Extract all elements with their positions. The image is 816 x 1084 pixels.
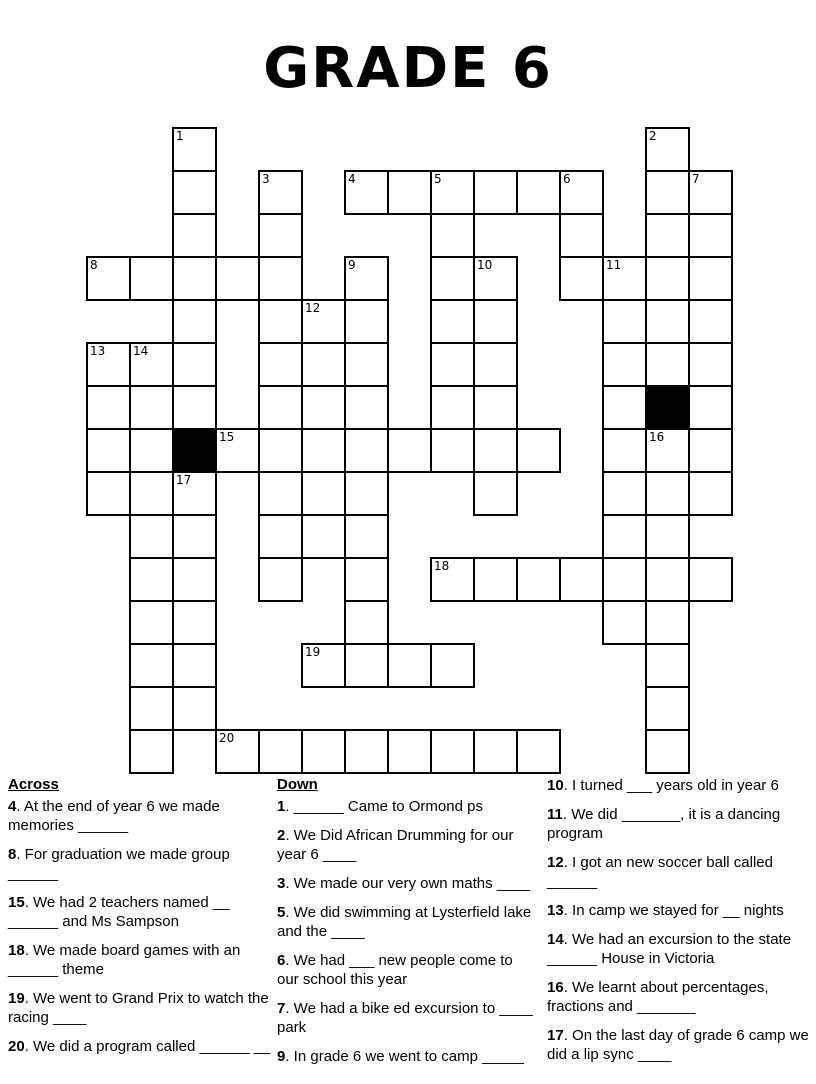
clue-text: . In camp we stayed for __ nights: [563, 902, 784, 919]
clue-3: [277, 874, 537, 893]
clue-text: . We had a bike ed excursion to ____ park: [277, 1000, 533, 1036]
cell-number-19: 19: [305, 645, 321, 659]
grid-cell[interactable]: [430, 342, 475, 387]
grid-cell[interactable]: [129, 686, 174, 731]
clue-13: [547, 901, 813, 920]
grid-cell[interactable]: [688, 471, 733, 516]
grid-cell[interactable]: [473, 428, 518, 473]
cell-number-1: 1: [176, 129, 184, 143]
grid-cell[interactable]: [344, 557, 389, 602]
grid-cell[interactable]: [645, 643, 690, 688]
grid-cell-black: [172, 428, 217, 473]
clue-text: . We did a program called ______ __: [24, 1038, 271, 1055]
clue-number: 1: [277, 798, 286, 815]
grid-cell[interactable]: [430, 213, 475, 258]
grid-cell[interactable]: [172, 557, 217, 602]
grid-cell[interactable]: [430, 299, 475, 344]
grid-cell[interactable]: [258, 385, 303, 430]
grid-cell[interactable]: [645, 729, 690, 774]
clue-text: . On the last day of grade 6 camp we did a lip sync ____: [547, 1027, 809, 1063]
grid-cell[interactable]: [516, 170, 561, 215]
clue-number: 18: [8, 942, 25, 959]
clue-number: 10: [547, 777, 564, 794]
grid-cell[interactable]: [258, 342, 303, 387]
grid-cell[interactable]: [473, 170, 518, 215]
grid-cell-black: [645, 385, 690, 430]
clue-number: 15: [8, 894, 25, 911]
cell-number-15: 15: [219, 430, 235, 444]
grid-cell[interactable]: [473, 557, 518, 602]
grid-cell[interactable]: [86, 428, 131, 473]
clue-number: 14: [547, 931, 564, 948]
grid-cell[interactable]: [473, 385, 518, 430]
clue-2: [277, 826, 537, 864]
cell-number-17: 17: [176, 473, 192, 487]
clue-number: 6: [277, 952, 286, 969]
across-clues-list: [8, 797, 272, 1056]
grid-cell[interactable]: [602, 385, 647, 430]
cell-number-16: 16: [649, 430, 665, 444]
grid-cell[interactable]: [172, 299, 217, 344]
grid-cell[interactable]: [645, 557, 690, 602]
grid-cell[interactable]: [387, 170, 432, 215]
clue-text: . We did _______, it is a dancing program: [547, 806, 781, 842]
grid-cell[interactable]: [86, 385, 131, 430]
clue-8: [8, 845, 272, 883]
clue-12: [547, 853, 813, 891]
grid-cell[interactable]: [172, 385, 217, 430]
grid-cell[interactable]: [645, 170, 690, 215]
grid-cell[interactable]: [258, 256, 303, 301]
cell-number-14: 14: [133, 344, 149, 358]
grid-cell[interactable]: [387, 729, 432, 774]
grid-cell[interactable]: [301, 428, 346, 473]
down-clues-list-1: [277, 797, 537, 1066]
cell-number-9: 9: [348, 258, 356, 272]
clue-18: [8, 941, 272, 979]
grid-cell[interactable]: [258, 471, 303, 516]
grid-cell[interactable]: [645, 471, 690, 516]
clue-text: . I turned ___ years old in year 6: [563, 777, 779, 794]
grid-cell[interactable]: [688, 299, 733, 344]
clue-text: . We had an excursion to the state ______ House in Victoria: [547, 931, 792, 967]
clue-14: [547, 930, 813, 968]
clue-text: . We Did African Drumming for our year 6 ____: [277, 827, 514, 863]
grid-cell[interactable]: [344, 428, 389, 473]
grid-cell[interactable]: [602, 471, 647, 516]
cell-number-11: 11: [606, 258, 622, 272]
grid-cell[interactable]: [129, 600, 174, 645]
grid-cell[interactable]: [688, 557, 733, 602]
clue-10: [547, 776, 813, 795]
clue-11: [547, 805, 813, 843]
grid-cell[interactable]: [430, 643, 475, 688]
clue-4: [8, 797, 272, 835]
grid-cell[interactable]: [473, 342, 518, 387]
grid-cell[interactable]: [559, 213, 604, 258]
clue-19: [8, 989, 272, 1027]
grid-cell[interactable]: [645, 299, 690, 344]
grid-cell[interactable]: [258, 299, 303, 344]
grid-cell[interactable]: [645, 256, 690, 301]
clue-text: . I got an new soccer ball called ______: [547, 854, 773, 890]
cell-number-6: 6: [563, 172, 571, 186]
clue-text: . We did swimming at Lysterfield lake and the ____: [277, 904, 532, 940]
cell-number-12: 12: [305, 301, 321, 315]
clue-text: . We had 2 teachers named __ ______ and Ms Sampson: [8, 894, 230, 930]
grid-cell[interactable]: [258, 514, 303, 559]
grid-cell[interactable]: [344, 471, 389, 516]
grid-cell[interactable]: [344, 385, 389, 430]
clue-7: [277, 999, 537, 1037]
grid-cell[interactable]: [559, 256, 604, 301]
clue-17: [547, 1026, 813, 1064]
grid-cell[interactable]: [602, 600, 647, 645]
clue-text: . For graduation we made group ______: [8, 846, 230, 882]
grid-cell[interactable]: [129, 428, 174, 473]
clue-16: [547, 978, 813, 1016]
clue-text: . We went to Grand Prix to watch the racing ____: [8, 990, 269, 1026]
clue-text: . We had ___ new people come to our school this year: [277, 952, 513, 988]
grid-cell[interactable]: [473, 471, 518, 516]
clue-number: 13: [547, 902, 564, 919]
clue-text: . We made our very own maths ____: [285, 875, 531, 892]
clue-number: 19: [8, 990, 25, 1007]
grid-cell[interactable]: [172, 213, 217, 258]
grid-cell[interactable]: [645, 686, 690, 731]
cell-number-2: 2: [649, 129, 657, 143]
grid-cell[interactable]: [516, 729, 561, 774]
grid-cell[interactable]: [688, 385, 733, 430]
grid-cell[interactable]: [129, 557, 174, 602]
cell-number-4: 4: [348, 172, 356, 186]
grid-cell[interactable]: [258, 213, 303, 258]
grid-cell[interactable]: [559, 557, 604, 602]
grid-cell[interactable]: [645, 514, 690, 559]
grid-cell[interactable]: [301, 471, 346, 516]
grid-cell[interactable]: [301, 342, 346, 387]
clue-number: 11: [547, 806, 563, 823]
cell-number-3: 3: [262, 172, 270, 186]
grid-cell[interactable]: [344, 342, 389, 387]
grid-cell[interactable]: [86, 471, 131, 516]
grid-cell[interactable]: [602, 557, 647, 602]
clue-number: 7: [277, 1000, 286, 1017]
grid-cell[interactable]: [430, 256, 475, 301]
clue-text: . We learnt about percentages, fractions and _______: [547, 979, 769, 1015]
grid-cell[interactable]: [258, 557, 303, 602]
clue-number: 20: [8, 1038, 25, 1055]
grid-cell[interactable]: [344, 600, 389, 645]
cell-number-20: 20: [219, 731, 235, 745]
grid-cell[interactable]: [473, 299, 518, 344]
grid-cell[interactable]: [258, 729, 303, 774]
clue-number: 2: [277, 827, 286, 844]
grid-cell[interactable]: [301, 385, 346, 430]
cell-number-5: 5: [434, 172, 442, 186]
grid-cell[interactable]: [516, 557, 561, 602]
grid-cell[interactable]: [258, 428, 303, 473]
grid-cell[interactable]: [387, 643, 432, 688]
page-title: GRADE 6: [263, 36, 553, 101]
clue-number: 12: [547, 854, 564, 871]
grid-cell[interactable]: [301, 729, 346, 774]
grid-cell[interactable]: [602, 299, 647, 344]
grid-cell[interactable]: [172, 514, 217, 559]
down-clues-column-1: [277, 776, 537, 1076]
clue-number: 17: [547, 1027, 564, 1044]
across-clues-column: [8, 776, 272, 1066]
down-header: Down: [277, 776, 318, 793]
cell-number-10: 10: [477, 258, 493, 272]
grid-cell[interactable]: [172, 686, 217, 731]
clue-number: 16: [547, 979, 564, 996]
grid-cell[interactable]: [387, 428, 432, 473]
cell-number-7: 7: [692, 172, 700, 186]
grid-cell[interactable]: [688, 428, 733, 473]
clue-text: . We made board games with an ______ theme: [8, 942, 241, 978]
grid-cell[interactable]: [172, 256, 217, 301]
grid-cell[interactable]: [344, 299, 389, 344]
grid-cell[interactable]: [129, 643, 174, 688]
grid-cell[interactable]: [516, 428, 561, 473]
cell-number-8: 8: [90, 258, 98, 272]
grid-cell[interactable]: [473, 729, 518, 774]
clue-number: 9: [277, 1048, 286, 1065]
grid-cell[interactable]: [645, 600, 690, 645]
grid-cell[interactable]: [129, 514, 174, 559]
clue-number: 5: [277, 904, 286, 921]
clue-text: . In grade 6 we went to camp _____: [285, 1048, 524, 1065]
grid-cell[interactable]: [645, 342, 690, 387]
clue-9: [277, 1047, 537, 1066]
clue-number: 8: [8, 846, 17, 863]
grid-cell[interactable]: [129, 729, 174, 774]
grid-cell[interactable]: [645, 213, 690, 258]
grid-cell[interactable]: [602, 514, 647, 559]
clue-text: . At the end of year 6 we made memories ______: [8, 798, 220, 834]
clue-1: [277, 797, 537, 816]
grid-cell[interactable]: [430, 729, 475, 774]
clue-15: [8, 893, 272, 931]
clue-number: 4: [8, 798, 17, 815]
grid-cell[interactable]: [602, 342, 647, 387]
across-header: Across: [8, 776, 59, 793]
clue-6: [277, 951, 537, 989]
grid-cell[interactable]: [430, 385, 475, 430]
grid-cell[interactable]: [129, 256, 174, 301]
grid-cell[interactable]: [215, 256, 260, 301]
cell-number-18: 18: [434, 559, 450, 573]
grid-cell[interactable]: [129, 385, 174, 430]
grid-cell[interactable]: [172, 600, 217, 645]
grid-cell[interactable]: [430, 428, 475, 473]
grid-cell[interactable]: [602, 428, 647, 473]
grid-cell[interactable]: [172, 643, 217, 688]
grid-cell[interactable]: [344, 729, 389, 774]
down-clues-column-2: [547, 776, 813, 1074]
grid-cell[interactable]: [129, 471, 174, 516]
grid-cell[interactable]: [301, 514, 346, 559]
grid-cell[interactable]: [344, 514, 389, 559]
clue-number: 3: [277, 875, 286, 892]
grid-cell[interactable]: [688, 213, 733, 258]
grid-cell[interactable]: [688, 342, 733, 387]
grid-cell[interactable]: [344, 643, 389, 688]
grid-cell[interactable]: [688, 256, 733, 301]
cell-number-13: 13: [90, 344, 106, 358]
down-clues-list-2: [547, 776, 813, 1064]
grid-cell[interactable]: [172, 342, 217, 387]
grid-cell[interactable]: [172, 170, 217, 215]
clue-text: . ______ Came to Ormond ps: [285, 798, 483, 815]
clue-20: [8, 1037, 272, 1056]
clue-5: [277, 903, 537, 941]
